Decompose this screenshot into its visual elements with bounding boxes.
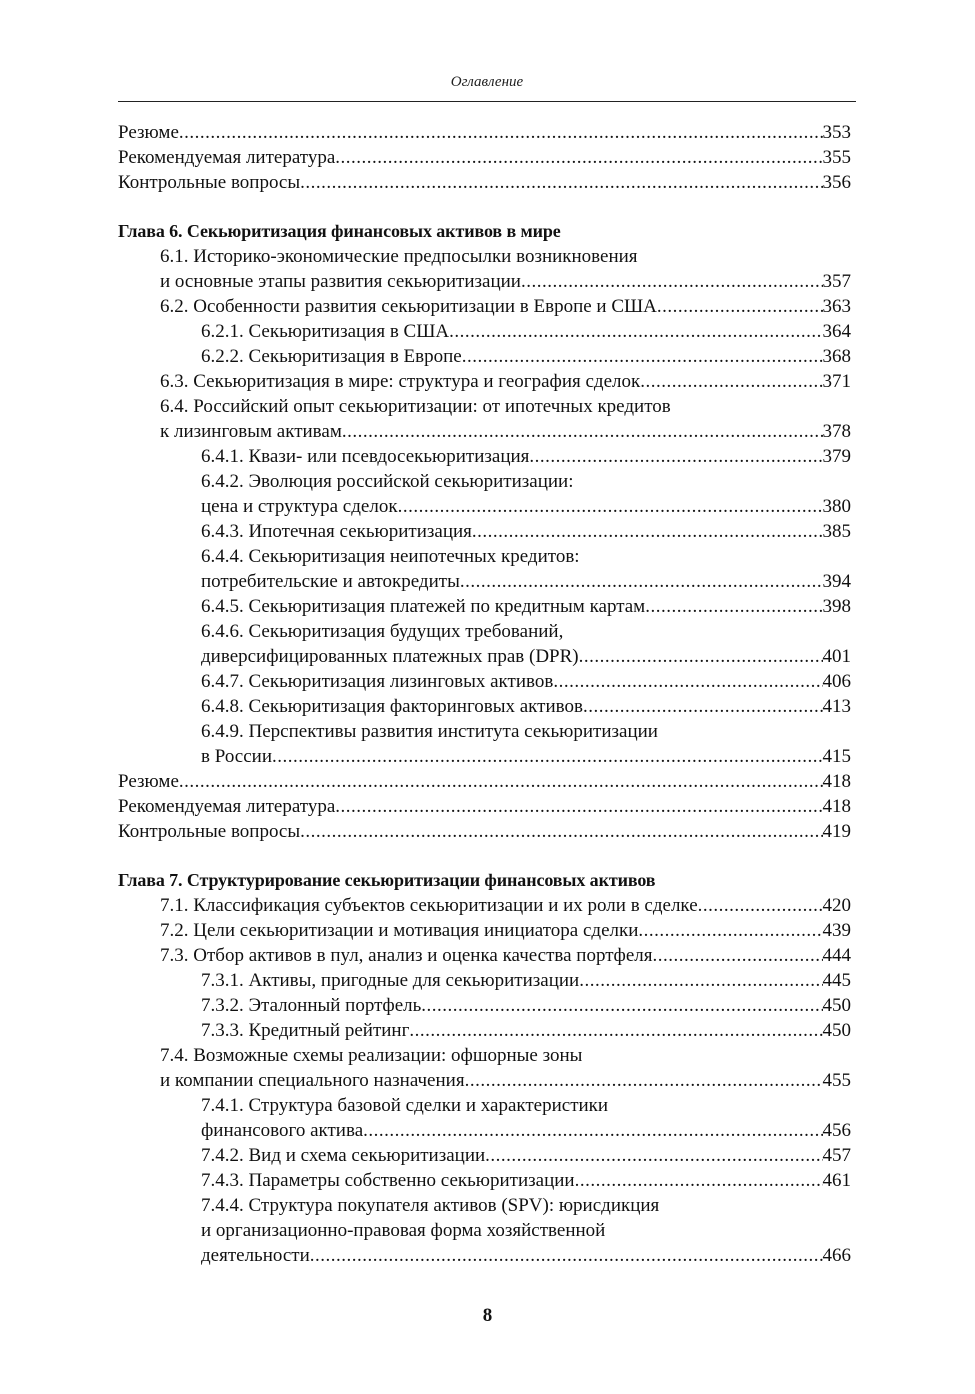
toc-entry-page: 455 [822,1070,851,1091]
header-rule [118,101,856,102]
toc-entry-page: 355 [822,147,851,168]
toc-entry-page: 420 [822,895,851,916]
toc-entry-title: 6.4.4. Секьюритизация неипотечных кредитов: [201,546,580,567]
leader-dots [521,269,823,294]
toc-entry-page: 415 [822,746,851,767]
toc-entry[interactable] [118,669,851,694]
toc-entry-title: 7.4. Возможные схемы реализации: офшорные зоны [160,1045,583,1066]
toc-entry-title-cont: финансового актива [201,1120,364,1141]
toc-entry-page: 368 [822,346,851,367]
toc-entry-title: 7.2. Цели секьюритизации и мотивация инициатора сделки [160,920,639,941]
toc-entry-title: 6.4.2. Эволюция российской секьюритизации: [201,471,574,492]
toc-entry-title: 6.2.2. Секьюритизация в Европе [201,346,462,367]
toc-entry-page: 444 [822,945,851,966]
toc-entry-title: 7.3. Отбор активов в пул, анализ и оценка качества портфеля [160,945,653,966]
toc-entry[interactable] [118,794,851,819]
chapter-6-heading[interactable]: Глава 6. Секьюритизация финансовых активов в мире [118,221,561,241]
toc-entry[interactable] [118,244,851,294]
leader-dots [335,145,822,170]
toc-entry-page: 461 [822,1170,851,1191]
toc-entry-page: 418 [822,796,851,817]
chapter-7-heading[interactable]: Глава 7. Структурирование секьюритизации финансовых активов [118,870,656,890]
toc-entry[interactable] [118,344,851,369]
toc-entry[interactable] [118,594,851,619]
leader-dots [310,1243,823,1268]
leader-dots [335,794,822,819]
leader-dots [462,344,823,369]
leader-dots [638,918,822,943]
leader-dots [272,744,823,769]
leader-dots [698,893,823,918]
toc-entry-page: 466 [822,1245,851,1266]
toc-entry-page: 364 [822,321,851,342]
table-of-contents [118,120,851,1268]
leader-dots [575,1168,823,1193]
toc-entry-title: 6.4.8. Секьюритизация факторинговых активов [201,696,583,717]
toc-entry-page: 450 [822,1020,851,1041]
toc-entry-page: 378 [822,421,851,442]
toc-entry-page: 394 [822,571,851,592]
toc-entry-title: 6.4.3. Ипотечная секьюритизация [201,521,472,542]
toc-entry-page: 357 [822,271,851,292]
leader-dots [363,1118,822,1143]
toc-entry-page: 457 [822,1145,851,1166]
leader-dots [657,294,823,319]
toc-entry[interactable] [118,170,851,195]
toc-entry[interactable] [118,893,851,918]
leader-dots [579,644,823,669]
toc-entry-page: 419 [822,821,851,842]
toc-entry[interactable] [118,1168,851,1193]
leader-dots [409,1018,822,1043]
toc-entry-title: 6.4.9. Перспективы развития института секьюритизации [201,721,658,742]
leader-dots [179,120,823,145]
toc-entry-page: 385 [822,521,851,542]
leader-dots [342,419,823,444]
toc-entry[interactable] [118,1143,851,1168]
toc-entry[interactable] [118,544,851,594]
toc-entry-title: 6.1. Историко-экономические предпосылки возникновения [160,246,638,267]
toc-entry[interactable] [118,619,851,669]
toc-entry-title: 7.3.3. Кредитный рейтинг [201,1020,410,1041]
toc-entry-title: 7.3.1. Активы, пригодные для секьюритизации [201,970,580,991]
toc-entry[interactable] [118,369,851,394]
toc-entry[interactable] [118,918,851,943]
toc-entry-title: 7.4.1. Структура базовой сделки и характеристики [201,1095,609,1116]
toc-entry[interactable] [118,819,851,844]
toc-entry-title: 6.4. Российский опыт секьюритизации: от ипотечных кредитов [160,396,671,417]
toc-entry-title-cont: деятельности [201,1245,310,1266]
toc-entry-title: 6.4.6. Секьюритизация будущих требований, [201,621,564,642]
toc-entry[interactable] [118,394,851,444]
toc-entry[interactable] [118,145,851,170]
leader-dots [421,993,822,1018]
toc-entry-title-cont: к лизинговым активам [160,421,342,442]
toc-entry[interactable] [118,719,851,769]
toc-entry-title: 7.1. Классификация субъектов секьюритизации и их роли в сделке [160,895,698,916]
toc-entry-title-cont: диверсифицированных платежных прав (DPR) [201,646,579,667]
toc-entry-page: 456 [822,1120,851,1141]
toc-entry-page: 371 [822,371,851,392]
toc-entry-title: 6.4.5. Секьюритизация платежей по кредитным картам [201,596,646,617]
toc-entry[interactable] [118,519,851,544]
leader-dots [179,769,823,794]
toc-entry-title: 6.2.1. Секьюритизация в США [201,321,450,342]
toc-entry-title: 7.4.2. Вид и схема секьюритизации [201,1145,486,1166]
toc-entry-page: 398 [822,596,851,617]
leader-dots [583,694,823,719]
leader-dots [398,494,823,519]
toc-entry-page: 380 [822,496,851,517]
leader-dots [553,669,822,694]
toc-entry-page: 356 [822,172,851,193]
toc-entry-title-cont: потребительские и автокредиты [201,571,460,592]
toc-entry[interactable] [118,993,851,1018]
toc-entry-page: 363 [822,296,851,317]
toc-entry-title: 6.4.7. Секьюритизация лизинговых активов [201,671,554,692]
leader-dots [465,1068,823,1093]
toc-entry-title-cont: и организационно-правовая форма хозяйственной [201,1220,606,1241]
leader-dots [529,444,822,469]
toc-entry[interactable] [118,294,851,319]
toc-entry-page: 413 [822,696,851,717]
toc-entry-title-cont: и основные этапы развития секьюритизации [160,271,521,292]
toc-entry-title-cont: в России [201,746,272,767]
toc-entry[interactable] [118,694,851,719]
toc-entry-title: Резюме [118,771,179,792]
toc-entry-page: 445 [822,970,851,991]
toc-entry-page: 379 [822,446,851,467]
toc-entry-title: 6.2. Особенности развития секьюритизации в Европе и США [160,296,657,317]
toc-entry-page: 353 [822,122,851,143]
toc-entry-title-cont: цена и структура сделок [201,496,398,517]
toc-entry-title: 6.3. Секьюритизация в мире: структура и география сделок [160,371,641,392]
toc-entry-page: 401 [822,646,851,667]
toc-entry-page: 439 [822,920,851,941]
toc-entry-page: 418 [822,771,851,792]
toc-entry-title: 6.4.1. Квази- или псевдосекьюритизация [201,446,530,467]
leader-dots [640,369,822,394]
toc-entry-title: 7.3.2. Эталонный портфель [201,995,422,1016]
toc-entry[interactable] [118,120,851,145]
leader-dots [300,170,822,195]
leader-dots [472,519,823,544]
toc-entry[interactable] [118,943,851,968]
toc-entry[interactable] [118,444,851,469]
leader-dots [485,1143,822,1168]
toc-entry[interactable] [118,1193,851,1268]
leader-dots [645,594,822,619]
toc-entry[interactable] [118,968,851,993]
toc-entry-title: Резюме [118,122,179,143]
toc-entry-title: 7.4.4. Структура покупателя активов (SPV): юрисдикция [201,1195,660,1216]
toc-entry[interactable] [118,1018,851,1043]
toc-entry[interactable] [118,469,851,519]
leader-dots [300,819,822,844]
leader-dots [460,569,823,594]
toc-entry-title: Контрольные вопросы [118,821,301,842]
toc-entry[interactable] [118,769,851,794]
toc-entry[interactable] [118,1093,851,1143]
toc-entry-page: 450 [822,995,851,1016]
toc-entry[interactable] [118,319,851,344]
running-header: Оглавление [450,74,524,90]
toc-entry-page: 406 [822,671,851,692]
leader-dots [653,943,823,968]
toc-entry-title: Рекомендуемая литература [118,147,336,168]
toc-entry-title: Контрольные вопросы [118,172,301,193]
leader-dots [579,968,822,993]
toc-entry-title: 7.4.3. Параметры собственно секьюритизации [201,1170,575,1191]
page-number: 8 [482,1305,493,1326]
leader-dots [449,319,822,344]
toc-entry[interactable] [118,1043,851,1093]
toc-entry-title: Рекомендуемая литература [118,796,336,817]
toc-entry-title-cont: и компании специального назначения [160,1070,465,1091]
